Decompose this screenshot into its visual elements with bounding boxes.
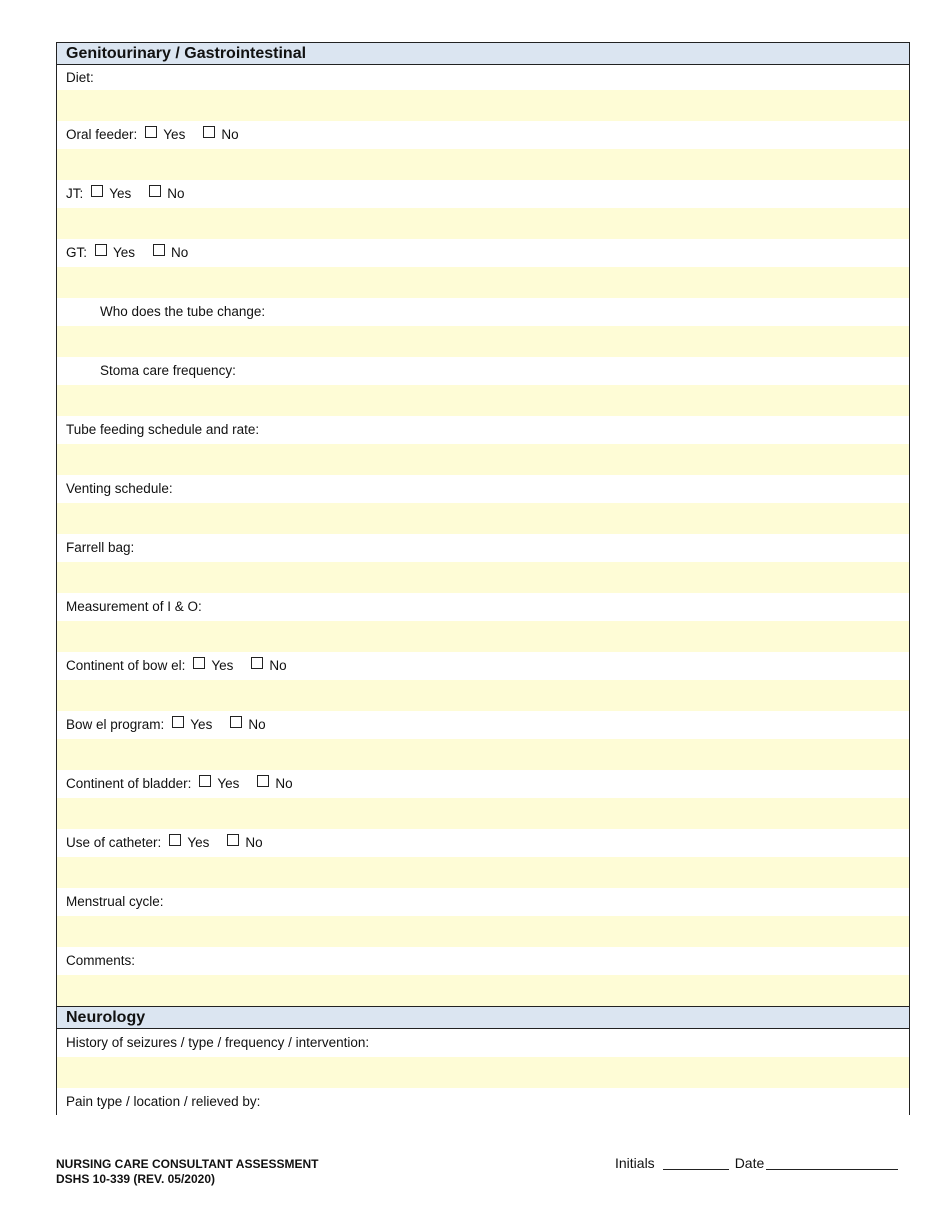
continent-bladder-field[interactable] — [57, 798, 909, 829]
continent-bowel-no-checkbox[interactable] — [251, 657, 263, 669]
stoma-care-field[interactable] — [57, 385, 909, 416]
comments-label: Comments: — [57, 947, 909, 975]
tube-feeding-label: Tube feeding schedule and rate: — [57, 416, 909, 444]
form-footer-id — [56, 1157, 318, 1187]
bowel-program-label: Bow el program: — [66, 717, 165, 732]
jt-no-checkbox[interactable] — [149, 185, 161, 197]
continent-bowel-row — [57, 652, 909, 680]
tube-change-label: Who does the tube change: — [57, 298, 909, 326]
continent-bladder-no-checkbox[interactable] — [257, 775, 269, 787]
diet-label: Diet: — [57, 65, 909, 90]
form-footer-signoff — [615, 1155, 898, 1171]
gt-row — [57, 239, 909, 267]
gt-no-checkbox[interactable] — [153, 244, 165, 256]
gt-field[interactable] — [57, 267, 909, 298]
section-header-gi: Genitourinary / Gastrointestinal — [57, 42, 909, 65]
menstrual-cycle-field[interactable] — [57, 916, 909, 947]
oral-feeder-field[interactable] — [57, 149, 909, 180]
yes-option-label: Yes — [163, 127, 186, 142]
jt-field[interactable] — [57, 208, 909, 239]
bowel-program-row — [57, 711, 909, 739]
stoma-care-label: Stoma care frequency: — [57, 357, 909, 385]
comments-field-row — [57, 975, 909, 1006]
initials-label: Initials — [615, 1155, 655, 1171]
catheter-label: Use of catheter: — [66, 835, 162, 850]
seizures-field-row — [57, 1057, 909, 1088]
oral-feeder-row — [57, 121, 909, 149]
date-label: Date — [734, 1155, 765, 1171]
no-option-label: No — [167, 186, 185, 201]
catheter-yes-checkbox[interactable] — [169, 834, 181, 846]
catheter-row — [57, 829, 909, 857]
stoma-care-field-row — [57, 385, 909, 416]
diet-field-row — [57, 90, 909, 121]
catheter-field[interactable] — [57, 857, 909, 888]
bowel-program-yes-checkbox[interactable] — [172, 716, 184, 728]
continent-bowel-field[interactable] — [57, 680, 909, 711]
menstrual-cycle-field-row — [57, 916, 909, 947]
yes-option-label: Yes — [217, 776, 240, 791]
yes-option-label: Yes — [211, 658, 234, 673]
form-name: NURSING CARE CONSULTANT ASSESSMENT — [56, 1157, 319, 1171]
oral-feeder-no-checkbox[interactable] — [203, 126, 215, 138]
continent-bowel-field-row — [57, 680, 909, 711]
continent-bowel-yes-checkbox[interactable] — [193, 657, 205, 669]
seizures-label: History of seizures / type / frequency / intervention: — [57, 1029, 909, 1057]
measurement-field[interactable] — [57, 621, 909, 652]
farrell-bag-label: Farrell bag: — [57, 534, 909, 562]
comments-field[interactable] — [57, 975, 909, 1006]
yes-option-label: Yes — [113, 245, 136, 260]
bowel-program-field[interactable] — [57, 739, 909, 770]
jt-field-row — [57, 208, 909, 239]
tube-change-field[interactable] — [57, 326, 909, 357]
bowel-program-field-row — [57, 739, 909, 770]
yes-option-label: Yes — [109, 186, 132, 201]
tube-feeding-field-row — [57, 444, 909, 475]
no-option-label: No — [269, 658, 287, 673]
gt-yes-checkbox[interactable] — [95, 244, 107, 256]
continent-bowel-label: Continent of bow el: — [66, 658, 186, 673]
bowel-program-no-checkbox[interactable] — [230, 716, 242, 728]
tube-feeding-field[interactable] — [57, 444, 909, 475]
oral-feeder-field-row — [57, 149, 909, 180]
no-option-label: No — [221, 127, 239, 142]
measurement-label: Measurement of I & O: — [57, 593, 909, 621]
continent-bladder-yes-checkbox[interactable] — [199, 775, 211, 787]
venting-field-row — [57, 503, 909, 534]
farrell-bag-field-row — [57, 562, 909, 593]
form-number: DSHS 10-339 (REV. 05/2020) — [56, 1172, 215, 1186]
farrell-bag-field[interactable] — [57, 562, 909, 593]
continent-bladder-field-row — [57, 798, 909, 829]
yes-option-label: Yes — [187, 835, 210, 850]
section-header-neurology: Neurology — [57, 1006, 909, 1029]
seizures-field[interactable] — [57, 1057, 909, 1088]
jt-yes-checkbox[interactable] — [91, 185, 103, 197]
no-option-label: No — [171, 245, 189, 260]
continent-bladder-row — [57, 770, 909, 798]
catheter-no-checkbox[interactable] — [227, 834, 239, 846]
menstrual-cycle-label: Menstrual cycle: — [57, 888, 909, 916]
measurement-field-row — [57, 621, 909, 652]
no-option-label: No — [245, 835, 263, 850]
assessment-form — [56, 42, 910, 1115]
jt-label: JT: — [66, 186, 84, 201]
no-option-label: No — [248, 717, 266, 732]
gt-label: GT: — [66, 245, 88, 260]
date-line[interactable] — [766, 1155, 898, 1170]
venting-label: Venting schedule: — [57, 475, 909, 503]
venting-field[interactable] — [57, 503, 909, 534]
gt-field-row — [57, 267, 909, 298]
pain-label: Pain type / location / relieved by: — [57, 1088, 909, 1115]
diet-field[interactable] — [57, 90, 909, 121]
jt-row — [57, 180, 909, 208]
no-option-label: No — [275, 776, 293, 791]
catheter-field-row — [57, 857, 909, 888]
yes-option-label: Yes — [190, 717, 213, 732]
initials-line[interactable] — [663, 1155, 729, 1170]
continent-bladder-label: Continent of bladder: — [66, 776, 192, 791]
oral-feeder-yes-checkbox[interactable] — [145, 126, 157, 138]
oral-feeder-label: Oral feeder: — [66, 127, 138, 142]
tube-change-field-row — [57, 326, 909, 357]
